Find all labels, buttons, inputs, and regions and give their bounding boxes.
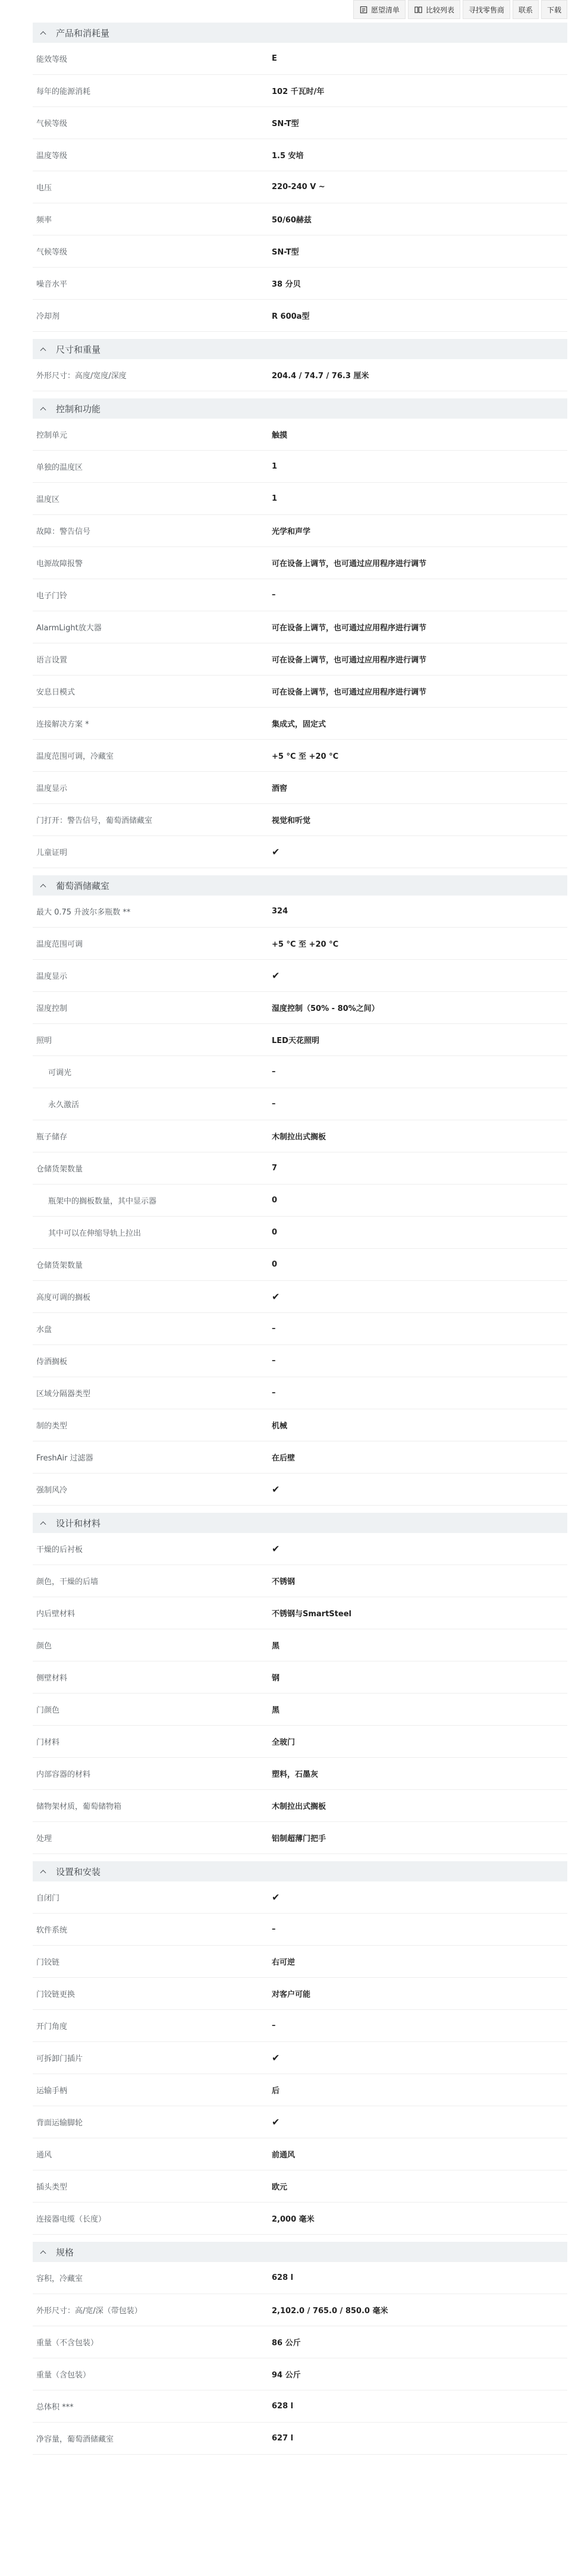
spec-value: 628 l	[272, 2402, 294, 2411]
spec-row	[33, 1441, 567, 1474]
spec-value: E	[272, 54, 277, 63]
spec-value: 木制拉出式搁板	[272, 1133, 326, 1142]
spec-row	[33, 1694, 567, 1726]
spec-value: 628 l	[272, 2273, 294, 2282]
spec-value: 102 千瓦时/年	[272, 87, 325, 96]
spec-label: 儿童证明	[36, 849, 68, 857]
spec-value: 钢	[272, 1674, 280, 1683]
spec-label: 开门角度	[36, 2022, 68, 2031]
spec-row	[33, 2074, 567, 2106]
spec-value: 0	[272, 1196, 278, 1205]
spec-label: 侍酒搁板	[36, 1358, 68, 1366]
spec-value: 视觉和听觉	[272, 816, 311, 825]
spec-row	[33, 75, 567, 107]
spec-value: 0	[272, 1260, 278, 1269]
spec-row	[33, 1726, 567, 1758]
spec-row	[33, 1120, 567, 1152]
spec-row	[33, 139, 567, 171]
spec-row	[33, 203, 567, 235]
section-title: 规格	[56, 2247, 74, 2258]
spec-label: 通风	[36, 2151, 52, 2160]
spec-value: 黑	[272, 1642, 280, 1651]
spec-row	[33, 1377, 567, 1409]
chevron-up-icon	[40, 884, 46, 890]
spec-rows	[33, 419, 567, 868]
spec-value: +5 °C 至 +20 °C	[272, 752, 339, 761]
toolbar-button-label: 寻找零售商	[468, 5, 504, 14]
spec-row	[33, 2138, 567, 2170]
spec-row	[33, 2423, 567, 2455]
section-header[interactable]	[33, 1861, 567, 1881]
spec-row	[33, 1597, 567, 1629]
spec-row	[33, 1946, 567, 1978]
spec-section	[33, 398, 567, 868]
spec-row	[33, 1565, 567, 1597]
spec-row	[33, 268, 567, 300]
checkmark-icon: ✔	[272, 2116, 280, 2128]
toolbar	[353, 0, 567, 19]
chevron-up-icon	[40, 407, 46, 413]
spec-value: +5 °C 至 +20 °C	[272, 940, 339, 949]
spec-row	[33, 2294, 567, 2326]
spec-row	[33, 359, 567, 391]
spec-value: 机械	[272, 1422, 288, 1431]
spec-label: 温度范围可调	[36, 940, 83, 949]
spec-label: 门颜色	[36, 1706, 60, 1715]
spec-label: 颜色，干燥的后墙	[36, 1578, 99, 1587]
spec-value: 86 公斤	[272, 2339, 301, 2348]
spec-label: 温度范围可调，冷藏室	[36, 752, 114, 761]
checkmark-icon: ✔	[272, 1892, 280, 1903]
spec-sections	[0, 23, 578, 2455]
spec-row	[33, 2262, 567, 2294]
spec-row	[33, 1533, 567, 1565]
spec-label: 强制风冷	[36, 1486, 68, 1495]
chevron-up-icon	[40, 2250, 46, 2256]
spec-row	[33, 1822, 567, 1854]
spec-value: 可在设备上调节，也可通过应用程序进行调节	[272, 560, 427, 568]
spec-row	[33, 419, 567, 451]
toolbar-button-label: 联系	[518, 5, 533, 14]
spec-label: 处理	[36, 1834, 52, 1843]
spec-value: 触摸	[272, 431, 288, 440]
spec-label: 频率	[36, 216, 52, 225]
spec-value: –	[272, 590, 276, 599]
spec-value: 铝制超薄门把手	[272, 1834, 326, 1843]
spec-row	[33, 896, 567, 928]
spec-section	[33, 2242, 567, 2455]
spec-value: 204.4 / 74.7 / 76.3 厘米	[272, 372, 369, 381]
spec-section	[33, 23, 567, 332]
spec-value: SN-T型	[272, 120, 299, 128]
spec-rows	[33, 1533, 567, 1854]
spec-row	[33, 1088, 567, 1120]
section-title: 设置和安装	[56, 1866, 101, 1877]
spec-label: 干燥的后衬板	[36, 1545, 83, 1554]
spec-label: 冷却剂	[36, 312, 60, 321]
spec-row	[33, 1409, 567, 1441]
spec-label: 门铰链	[36, 1958, 60, 1967]
chevron-up-icon	[40, 31, 46, 37]
spec-value: 50/60赫兹	[272, 216, 312, 225]
spec-label: 自闭门	[36, 1894, 60, 1903]
spec-value: 2,102.0 / 765.0 / 850.0 毫米	[272, 2307, 388, 2316]
spec-label: 制的类型	[36, 1422, 68, 1431]
spec-row	[33, 836, 567, 868]
spec-value: –	[272, 1388, 276, 1397]
spec-label: FreshAir 过滤器	[36, 1454, 93, 1463]
spec-row	[33, 1313, 567, 1345]
spec-label: 区域分隔器类型	[36, 1390, 91, 1399]
spec-value: –	[272, 1099, 276, 1108]
spec-label: 每年的能源消耗	[36, 87, 91, 96]
spec-value: 1.5 安培	[272, 152, 304, 161]
spec-label: 容积，冷藏室	[36, 2275, 83, 2283]
spec-label: 水盘	[36, 1325, 52, 1334]
section-title: 葡萄酒储藏室	[56, 880, 110, 891]
spec-row	[33, 43, 567, 75]
spec-row	[33, 708, 567, 740]
toolbar-button-1[interactable]	[408, 0, 460, 19]
section-header[interactable]	[33, 2242, 567, 2262]
toolbar-button-0[interactable]	[353, 0, 406, 19]
spec-label: 气候等级	[36, 248, 68, 257]
checkmark-icon: ✔	[272, 1291, 280, 1302]
checkmark-icon: ✔	[272, 846, 280, 857]
spec-label: 能效等级	[36, 55, 68, 64]
spec-row	[33, 740, 567, 772]
spec-row	[33, 804, 567, 836]
spec-value: 塑料，石墨灰	[272, 1770, 319, 1779]
spec-row	[33, 1978, 567, 2010]
spec-label: 其中可以在伸缩导轨上拉出	[48, 1229, 142, 1238]
spec-section	[33, 339, 567, 391]
spec-value: 2,000 毫米	[272, 2215, 315, 2224]
spec-value: 94 公斤	[272, 2371, 301, 2380]
chevron-up-icon	[40, 1521, 46, 1527]
spec-value: 木制拉出式搁板	[272, 1802, 326, 1811]
spec-row	[33, 300, 567, 332]
spec-row	[33, 1185, 567, 1217]
spec-label: 温度等级	[36, 152, 68, 161]
spec-row	[33, 928, 567, 960]
spec-row	[33, 515, 567, 547]
spec-label: 软件系统	[36, 1926, 68, 1935]
spec-row	[33, 1249, 567, 1281]
spec-label: 连接器电缆（长度）	[36, 2215, 106, 2224]
spec-value: 可在设备上调节，也可通过应用程序进行调节	[272, 656, 427, 665]
spec-value: 酒窖	[272, 784, 288, 793]
spec-label: 永久激活	[48, 1101, 80, 1110]
spec-row	[33, 2010, 567, 2042]
spec-row	[33, 1024, 567, 1056]
spec-section	[33, 1861, 567, 2235]
spec-label: 可拆卸门插片	[36, 2054, 83, 2063]
spec-row	[33, 676, 567, 708]
section-title: 设计和材料	[56, 1518, 101, 1529]
spec-label: 湿度控制	[36, 1004, 68, 1013]
spec-row	[33, 1217, 567, 1249]
spec-label: 电压	[36, 184, 52, 193]
checkmark-icon: ✔	[272, 1484, 280, 1495]
spec-value: 集成式，固定式	[272, 720, 326, 729]
spec-value: 324	[272, 907, 288, 916]
spec-row	[33, 2203, 567, 2235]
spec-row	[33, 1281, 567, 1313]
spec-value: –	[272, 2021, 276, 2030]
spec-label: 安息日模式	[36, 688, 76, 697]
spec-row	[33, 451, 567, 483]
spec-label: 瓶子储存	[36, 1133, 68, 1142]
spec-value: 全玻门	[272, 1738, 296, 1747]
spec-label: 仓储货架数量	[36, 1165, 83, 1174]
spec-label: 背面运输脚轮	[36, 2119, 83, 2128]
spec-row	[33, 483, 567, 515]
spec-row	[33, 107, 567, 139]
spec-row	[33, 1790, 567, 1822]
spec-label: 连接解决方案 *	[36, 720, 89, 729]
spec-value: 38 分贝	[272, 280, 301, 289]
toolbar-button-4[interactable]	[541, 0, 567, 19]
spec-row	[33, 1056, 567, 1088]
spec-label: 单独的温度区	[36, 463, 83, 472]
spec-label: 重量（不含包装）	[36, 2339, 99, 2348]
spec-row	[33, 1758, 567, 1790]
spec-value: –	[272, 1324, 276, 1333]
spec-row	[33, 772, 567, 804]
spec-label: 门铰链更换	[36, 1990, 76, 1999]
wishlist-icon	[359, 5, 368, 14]
spec-label: 温度区	[36, 495, 60, 504]
spec-value: 不锈钢	[272, 1578, 296, 1587]
spec-value: 可在设备上调节，也可通过应用程序进行调节	[272, 688, 427, 697]
spec-row	[33, 992, 567, 1024]
chevron-up-icon	[40, 1870, 46, 1876]
spec-label: 外形尺寸：高/宽/深（带包装）	[36, 2307, 142, 2316]
spec-value: 黑	[272, 1706, 280, 1715]
page-top	[0, 0, 578, 23]
spec-label: 重量（含包装）	[36, 2371, 91, 2380]
spec-value: 不锈钢与SmartSteel	[272, 1610, 351, 1619]
section-title: 控制和功能	[56, 403, 101, 414]
spec-value: –	[272, 1356, 276, 1365]
spec-rows	[33, 1881, 567, 2235]
spec-row	[33, 2106, 567, 2138]
spec-row	[33, 2042, 567, 2074]
spec-row	[33, 1629, 567, 1661]
toolbar-button-label: 下载	[546, 5, 561, 14]
spec-rows	[33, 896, 567, 1506]
spec-row	[33, 171, 567, 203]
section-header[interactable]	[33, 398, 567, 419]
spec-value: –	[272, 1925, 276, 1934]
spec-value: 在后壁	[272, 1454, 296, 1463]
spec-value: –	[272, 1067, 276, 1076]
spec-value: 右可逆	[272, 1958, 296, 1967]
spec-row	[33, 1345, 567, 1377]
spec-label: 外形尺寸：高度/宽度/深度	[36, 372, 127, 381]
spec-label: 内部容器的材料	[36, 1770, 91, 1779]
spec-label: 净容量，葡萄酒储藏室	[36, 2435, 114, 2444]
spec-label: 噪音水平	[36, 280, 68, 289]
spec-label: AlarmLight放大器	[36, 624, 102, 633]
section-title: 产品和消耗量	[56, 27, 110, 39]
section-title: 尺寸和重量	[56, 344, 101, 355]
spec-label: 侧壁材料	[36, 1674, 68, 1683]
compare-icon	[414, 5, 423, 14]
spec-row	[33, 2390, 567, 2423]
spec-value: 220-240 V ~	[272, 183, 325, 191]
spec-value: R 600a型	[272, 312, 310, 321]
spec-row	[33, 1914, 567, 1946]
spec-label: 颜色	[36, 1642, 52, 1651]
spec-row	[33, 547, 567, 579]
spec-label: 控制单元	[36, 431, 68, 440]
spec-label: 照明	[36, 1036, 52, 1045]
spec-label: 电子门铃	[36, 592, 68, 601]
checkmark-icon: ✔	[272, 2052, 280, 2063]
spec-row	[33, 611, 567, 643]
spec-label: 门打开：警告信号，葡萄酒储藏室	[36, 816, 153, 825]
section-header[interactable]	[33, 339, 567, 359]
spec-value: 湿度控制（50% - 80%之间）	[272, 1004, 379, 1013]
spec-label: 高度可调的搁板	[36, 1293, 91, 1302]
spec-label: 温度显示	[36, 972, 68, 981]
toolbar-button-2[interactable]	[463, 0, 510, 19]
section-header[interactable]	[33, 875, 567, 896]
spec-label: 瓶架中的搁板数量，其中显示器	[48, 1197, 157, 1206]
spec-row	[33, 2170, 567, 2203]
spec-value: 0	[272, 1228, 278, 1237]
toolbar-button-label: 比较列表	[425, 5, 454, 14]
checkmark-icon: ✔	[272, 970, 280, 981]
spec-label: 内后壁材料	[36, 1610, 76, 1619]
spec-value: 可在设备上调节，也可通过应用程序进行调节	[272, 624, 427, 633]
spec-value: 对客户可能	[272, 1990, 311, 1999]
spec-row	[33, 1474, 567, 1506]
spec-value: 1	[272, 462, 278, 471]
toolbar-button-3[interactable]	[513, 0, 539, 19]
toolbar-button-label: 愿望清单	[370, 5, 400, 14]
spec-section	[33, 875, 567, 1506]
spec-value: 627 l	[272, 2434, 294, 2443]
spec-rows	[33, 2262, 567, 2455]
spec-label: 门材料	[36, 1738, 60, 1747]
spec-value: 后	[272, 2087, 280, 2096]
spec-value: SN-T型	[272, 248, 299, 257]
spec-row	[33, 235, 567, 268]
section-header[interactable]	[33, 23, 567, 43]
spec-value: LED天花照明	[272, 1036, 319, 1045]
spec-label: 总体积 ***	[36, 2403, 74, 2412]
spec-row	[33, 1661, 567, 1694]
checkmark-icon: ✔	[272, 1543, 280, 1554]
spec-value: 7	[272, 1164, 278, 1173]
spec-row	[33, 2326, 567, 2358]
spec-label: 运输手柄	[36, 2087, 68, 2096]
spec-row	[33, 960, 567, 992]
spec-section	[33, 1513, 567, 1854]
spec-value: 1	[272, 494, 278, 503]
spec-label: 储物架材质，葡萄储物箱	[36, 1802, 122, 1811]
spec-rows	[33, 43, 567, 332]
spec-label: 温度显示	[36, 784, 68, 793]
spec-label: 仓储货架数量	[36, 1261, 83, 1270]
section-header[interactable]	[33, 1513, 567, 1533]
spec-value: 光学和声学	[272, 527, 311, 536]
spec-label: 故障：警告信号	[36, 527, 91, 536]
spec-label: 语言设置	[36, 656, 68, 665]
spec-label: 最大 0.75 升波尔多瓶数 **	[36, 908, 131, 917]
spec-row	[33, 579, 567, 611]
spec-rows	[33, 359, 567, 391]
spec-label: 气候等级	[36, 120, 68, 128]
spec-row	[33, 643, 567, 676]
chevron-up-icon	[40, 347, 46, 353]
spec-row	[33, 1881, 567, 1914]
spec-value: 欧元	[272, 2183, 288, 2192]
spec-row	[33, 2358, 567, 2390]
spec-label: 可调光	[48, 1069, 72, 1077]
spec-row	[33, 1152, 567, 1185]
spec-label: 电源故障报警	[36, 560, 83, 568]
spec-label: 插头类型	[36, 2183, 68, 2192]
spec-value: 前通风	[272, 2151, 296, 2160]
